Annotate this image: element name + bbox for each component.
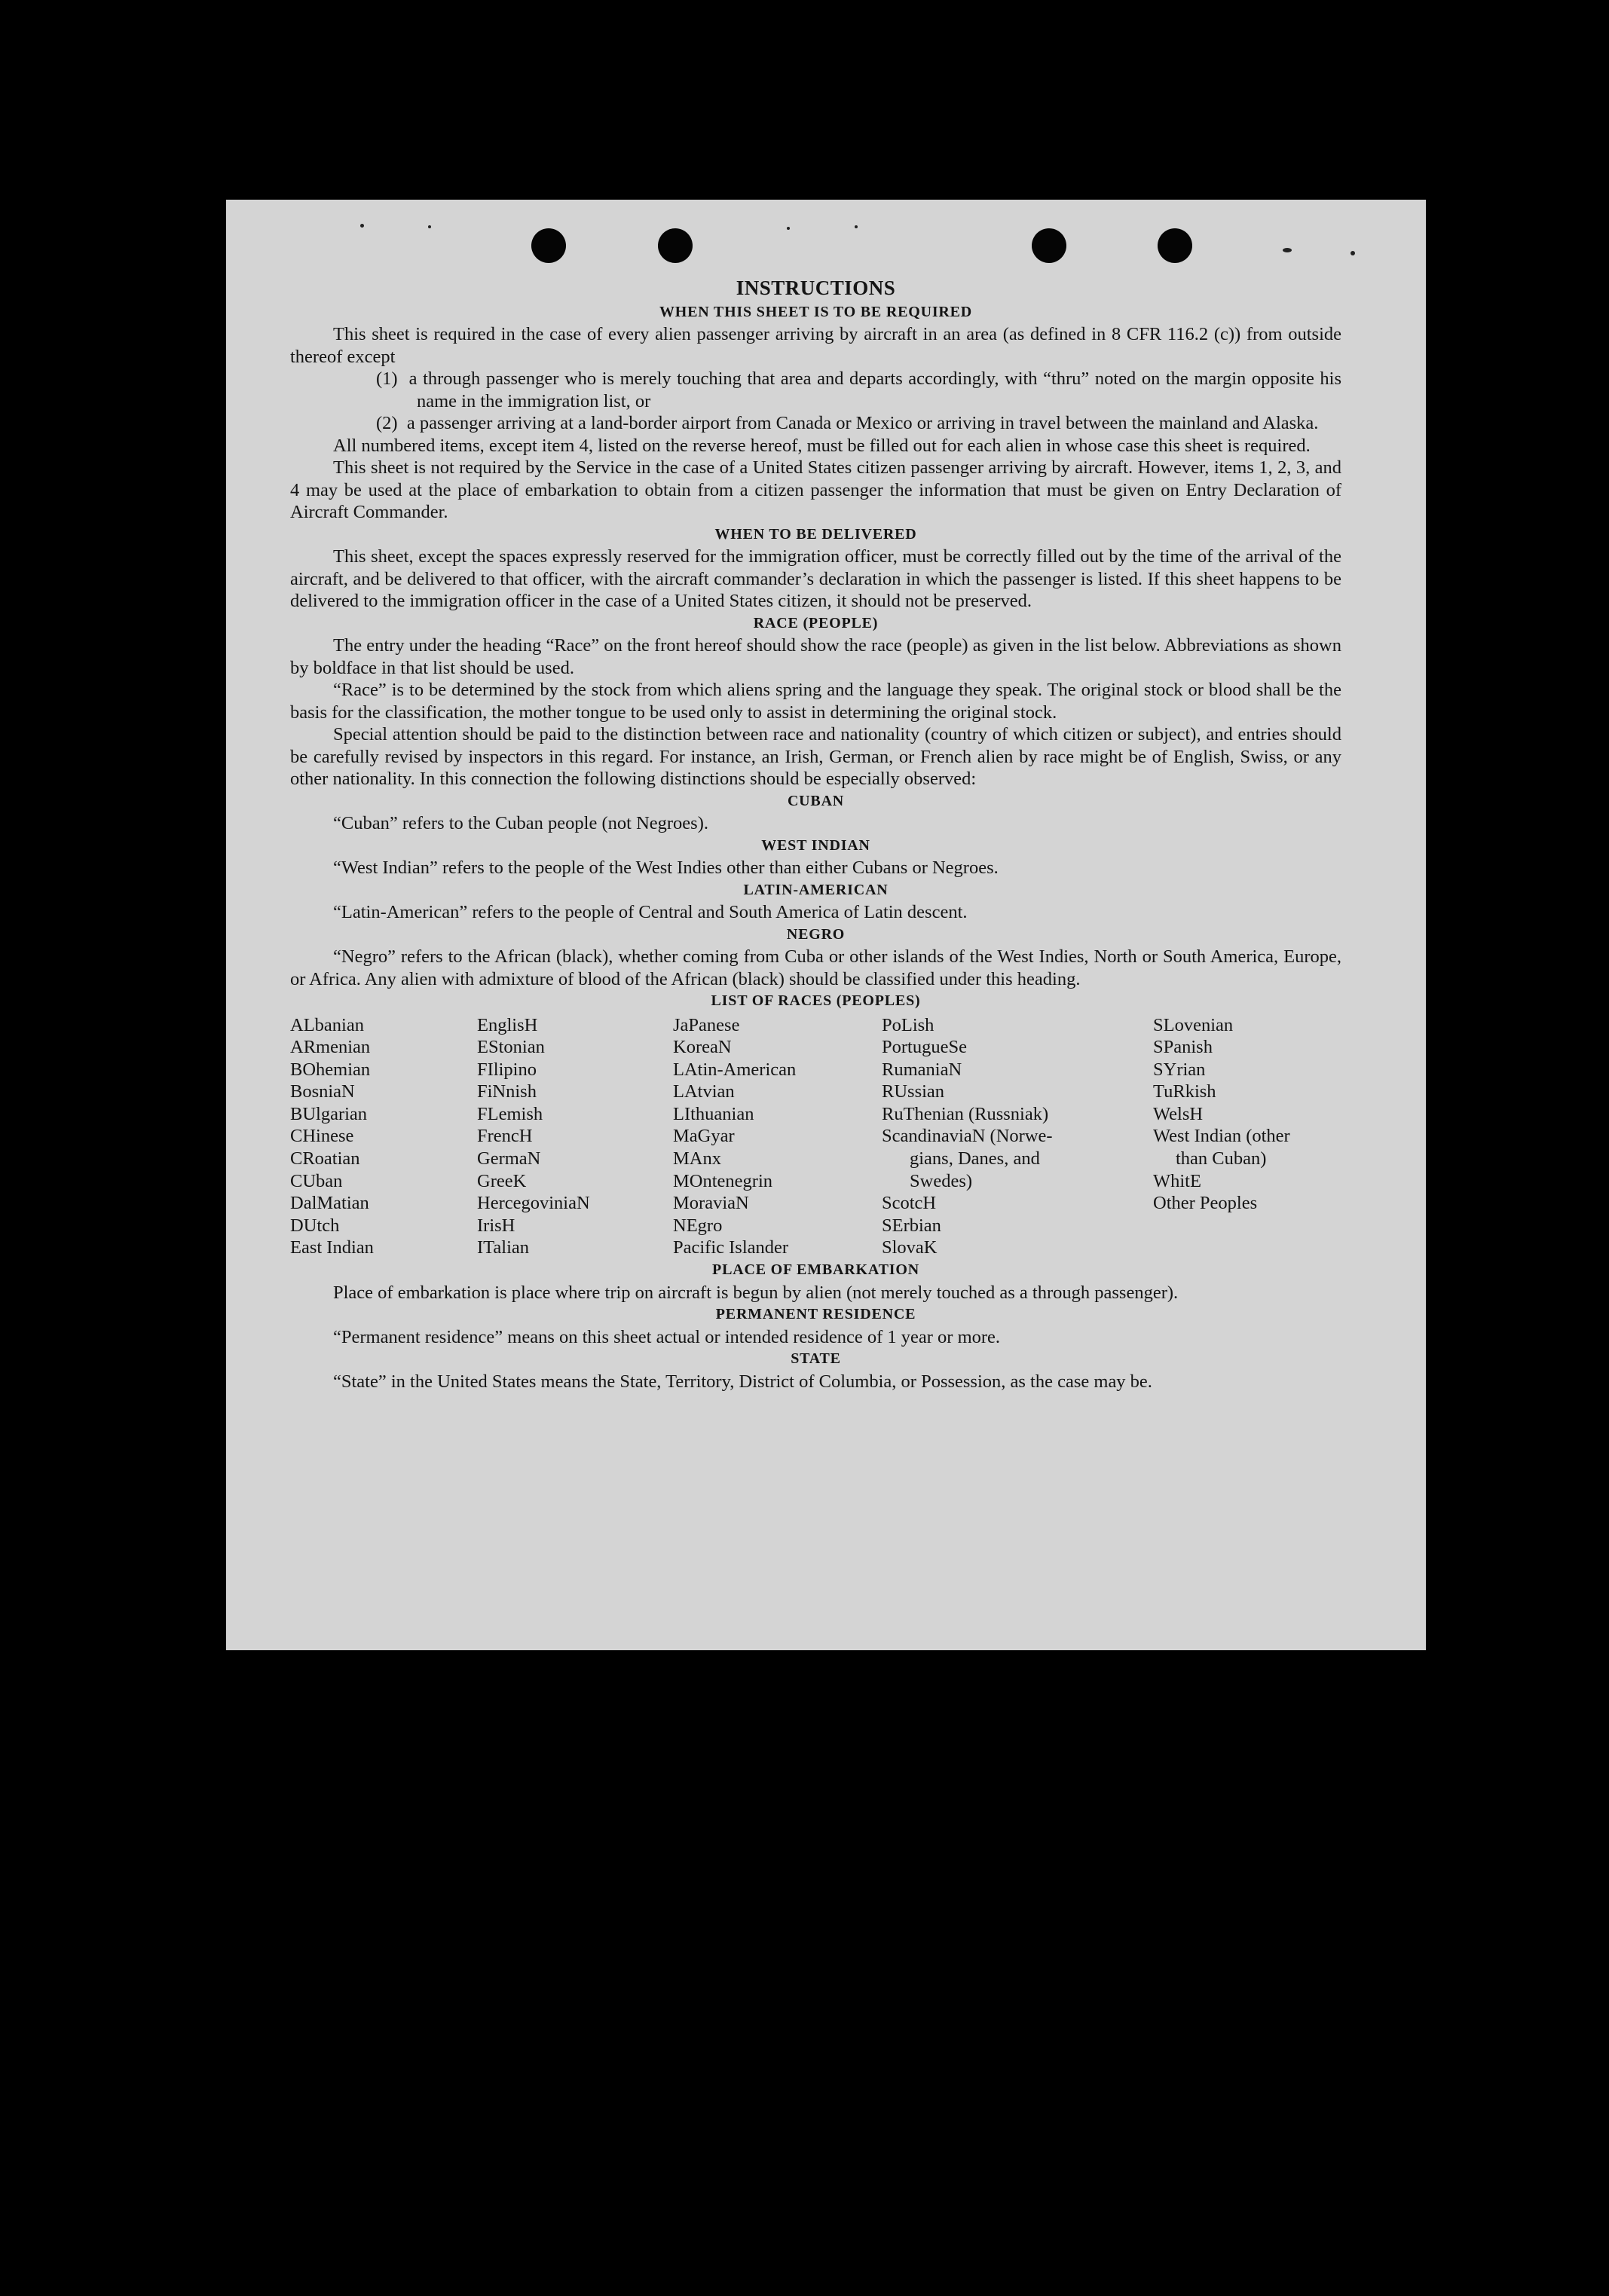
list-item: FrencH [477,1126,533,1147]
list-item: TuRkish [1153,1081,1216,1102]
section-heading-state: STATE [791,1350,841,1368]
list-item: BOhemian [290,1059,371,1080]
list-item: BosniaN [290,1081,355,1102]
speck [855,225,858,228]
section-heading-races: LIST OF RACES (PEOPLES) [711,992,921,1009]
list-item: ScandinaviaN (Norwe- [882,1126,1053,1147]
paragraph-state: “State” in the United States means the State, Territory, District of Columbia, or Possession, as the case may be. [333,1371,1152,1392]
speck [1283,248,1292,252]
document-sheet [226,200,1426,1650]
list-item: DUtch [290,1215,340,1236]
list-item: DalMatian [290,1193,369,1214]
list-item: EStonian [477,1037,545,1058]
list-item: FLemish [477,1103,543,1124]
paragraph-race-2: “Race” is to be determined by the stock from which aliens spring and the language they speak. The original stock or blood shall be the basis for the classification, the mother tongue to be used only to assist in determining the original stock. [290,680,1341,723]
races-list [290,1014,1341,1260]
speck [360,224,364,228]
section-heading-latin-american: LATIN-AMERICAN [743,881,889,898]
punch-hole [1158,228,1192,263]
paragraph-cuban: “Cuban” refers to the Cuban people (not Negroes). [333,813,708,833]
list-item: JaPanese [673,1014,740,1035]
punch-hole [658,228,693,263]
list-item-continuation: gians, Danes, and [910,1148,1040,1169]
section-heading-race: RACE (PEOPLE) [753,614,879,631]
list-item: FIlipino [477,1059,537,1080]
races-column-2 [477,1014,673,1260]
list-item: RumaniaN [882,1059,962,1080]
list-item: KoreaN [673,1037,732,1058]
list-item: SErbian [882,1215,941,1236]
list-item: PortugueSe [882,1037,967,1058]
list-item: IrisH [477,1215,515,1236]
list-item: GermaN [477,1148,541,1169]
paragraph-residence: “Permanent residence” means on this sheet actual or intended residence of 1 year or more. [333,1326,1001,1347]
list-item: West Indian (other [1153,1126,1290,1147]
punch-hole [531,228,566,263]
instructions-content [290,277,1341,1393]
paragraph-numbered-items: All numbered items, except item 4, listed on the reverse hereof, must be filled out for each alien in whose case this sheet is required. [333,435,1311,456]
list-item: MaGyar [673,1126,735,1147]
list-item: MAnx [673,1148,721,1169]
list-item: ITalian [477,1237,530,1258]
list-item: SYrian [1153,1059,1206,1080]
paragraph-negro: “Negro” refers to the African (black), whether coming from Cuba or other islands of the West Indies, North or South America, Europe, or Africa. Any alien with admixture of blood of the African (black) should be classified under this heading. [290,946,1341,989]
list-item: SLovenian [1153,1014,1234,1035]
item-number: (1) [376,368,398,389]
exception-item-2 [376,412,1341,435]
list-item: Other Peoples [1153,1193,1258,1214]
paragraph-west-indian: “West Indian” refers to the people of the West Indies other than either Cubans or Negroes. [333,858,999,878]
list-item: ARmenian [290,1037,371,1058]
item-number: (2) [376,413,398,433]
list-item: MoraviaN [673,1193,749,1214]
section-heading-cuban: CUBAN [787,792,845,809]
list-item: Pacific Islander [673,1237,789,1258]
list-item: CUban [290,1170,343,1191]
list-item: East Indian [290,1237,374,1258]
speck [428,225,431,228]
list-item-continuation: Swedes) [910,1170,973,1191]
list-item: RuThenian (Russniak) [882,1103,1049,1124]
paragraph-embarkation: Place of embarkation is place where trip on aircraft is begun by alien (not merely touched as a through passenger). [333,1282,1179,1303]
list-item: LAtin-American [673,1059,797,1080]
section-heading-when-required: WHEN THIS SHEET IS TO BE REQUIRED [659,303,973,320]
item-text: a through passenger who is merely touching that area and departs accordingly, with “thru” noted on the margin opposite his name in the immigration list, or [408,368,1341,411]
punch-hole [1032,228,1066,263]
list-item: RUssian [882,1081,945,1102]
list-item: WelsH [1153,1103,1204,1124]
list-item: CHinese [290,1126,354,1147]
list-item: FiNnish [477,1081,537,1102]
list-item: PoLish [882,1014,935,1035]
paragraph-required: This sheet is required in the case of every alien passenger arriving by aircraft in an area (as defined in 8 CFR 116.2 (c)) from outside thereof except [290,324,1341,367]
section-heading-embarkation: PLACE OF EMBARKATION [712,1261,919,1279]
list-item: HercegoviniaN [477,1193,590,1214]
list-item: SPanish [1153,1037,1213,1058]
paragraph-race-1: The entry under the heading “Race” on the front hereof should show the race (people) as given in the list below. Abbreviations as shown by boldface in that list should be used. [290,635,1341,678]
section-heading-west-indian: WEST INDIAN [761,836,870,854]
list-item: NEgro [673,1215,723,1236]
races-column-5 [1153,1014,1341,1260]
list-item: MOntenegrin [673,1170,772,1191]
list-item: SlovaK [882,1237,938,1258]
races-column-3 [673,1014,882,1260]
races-column-1 [290,1014,477,1260]
section-heading-delivered: WHEN TO BE DELIVERED [714,525,917,543]
list-item: WhitE [1153,1170,1201,1191]
list-item: LIthuanian [673,1103,754,1124]
list-item-continuation: than Cuban) [1176,1148,1267,1169]
page-title: INSTRUCTIONS [736,277,896,299]
list-item: EnglisH [477,1014,538,1035]
paragraph-race-3: Special attention should be paid to the distinction between race and nationality (country of which citizen or subject), and entries should be carefully revised by inspectors in this regard. For instance, an Irish, German, or French alien by race might be of English, Swiss, or any other nationality. In this connection the following distinctions should be especially observed: [290,724,1341,789]
paragraph-citizen: This sheet is not required by the Service in the case of a United States citizen passenger arriving by aircraft. However, items 1, 2, 3, and 4 may be used at the place of embarkation to obtain from a citizen passenger the information that must be given on Entry Declaration of Aircraft Commander. [290,457,1341,522]
races-column-4 [882,1014,1153,1260]
section-heading-negro: NEGRO [786,925,846,943]
exception-item-1 [376,368,1341,412]
paragraph-delivered: This sheet, except the spaces expressly reserved for the immigration officer, must be correctly filled out by the time of the arrival of the aircraft, and be delivered to that officer, with the aircraft commander’s declaration in which the passenger is listed. If this sheet happens to be delivered to the immigration officer in the case of a United States citizen, it should not be preserved. [290,546,1341,611]
list-item: BUlgarian [290,1103,368,1124]
list-item: ScotcH [882,1193,937,1214]
speck [1351,251,1355,255]
paragraph-latin-american: “Latin-American” refers to the people of Central and South America of Latin descent. [333,902,968,922]
list-item: LAtvian [673,1081,735,1102]
list-item: ALbanian [290,1014,364,1035]
item-text: a passenger arriving at a land-border airport from Canada or Mexico or arriving in travel between the mainland and Alaska. [406,413,1319,433]
speck [787,227,790,230]
list-item: CRoatian [290,1148,360,1169]
list-item: GreeK [477,1170,527,1191]
section-heading-residence: PERMANENT RESIDENCE [715,1306,916,1323]
